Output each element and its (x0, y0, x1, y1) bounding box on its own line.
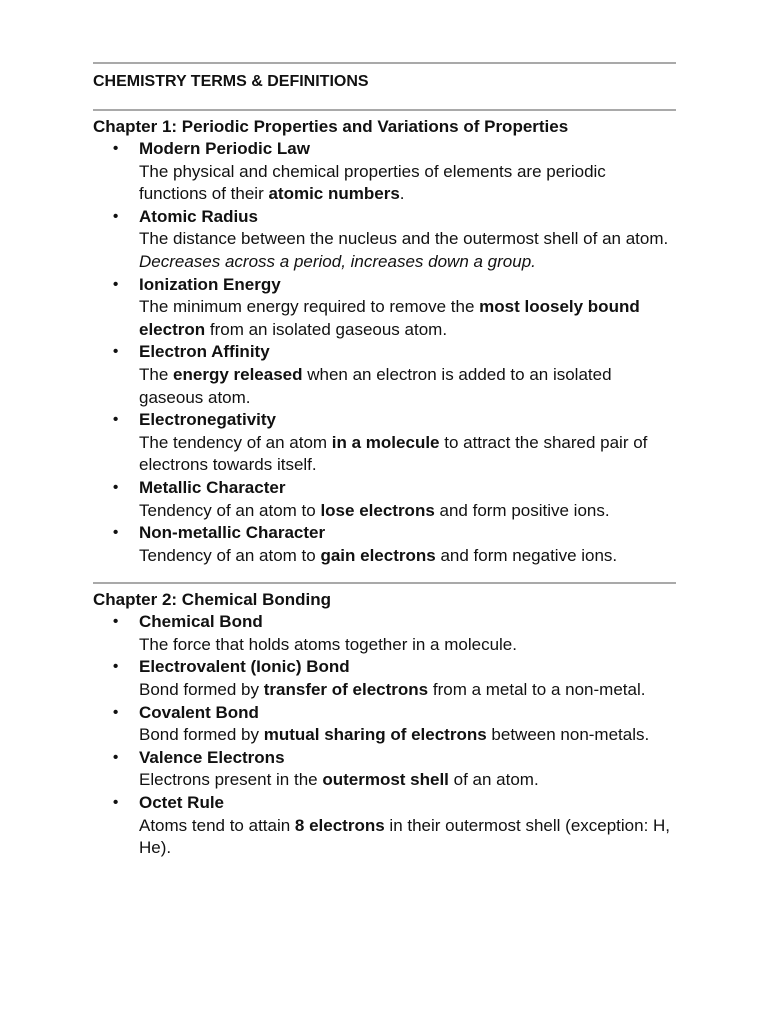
term-list (93, 138, 676, 567)
term-item (93, 747, 676, 792)
definition-emphasis: lose electrons (320, 500, 435, 520)
term-item (93, 341, 676, 409)
definition-emphasis: 8 electrons (294, 815, 385, 835)
term-name: Electronegativity (139, 410, 276, 430)
bullet-icon: • (113, 478, 119, 496)
document-title: CHEMISTRY TERMS & DEFINITIONS (93, 73, 369, 90)
chapter-divider (93, 582, 676, 584)
definition-text: The minimum energy required to remove the (139, 297, 480, 317)
term-definition (139, 815, 676, 860)
term-name: Atomic Radius (139, 206, 259, 226)
definition-text: when an electron is added to an isolated gaseous atom. (139, 364, 612, 407)
term-name: Chemical Bond (139, 612, 263, 632)
term-item (93, 522, 676, 567)
term-definition (139, 724, 676, 747)
term-definition (139, 769, 676, 792)
definition-emphasis: mutual sharing of electrons (263, 725, 487, 745)
bullet-icon: • (113, 748, 119, 766)
term-item (93, 274, 676, 342)
term-name: Ionization Energy (139, 274, 281, 294)
bullet-icon: • (113, 658, 119, 676)
definition-text: in their outermost shell (exception: H, He). (139, 815, 671, 858)
term-definition (139, 634, 676, 657)
bullet-icon: • (113, 613, 119, 631)
top-divider (93, 62, 676, 64)
term-definition (139, 161, 676, 206)
document-content (93, 62, 676, 875)
term-list (93, 611, 676, 860)
bullet-icon: • (113, 343, 119, 361)
term-note: Decreases across a period, increases down a group. (139, 251, 536, 271)
term-name: Non-metallic Character (139, 523, 326, 543)
term-item (93, 656, 676, 701)
term-definition (139, 432, 676, 477)
definition-text: Bond formed by (139, 725, 264, 745)
term-name: Modern Periodic Law (139, 139, 310, 158)
term-definition (139, 679, 676, 702)
bullet-icon: • (113, 794, 119, 812)
definition-text: The tendency of an atom (139, 432, 332, 452)
term-name: Covalent Bond (139, 702, 259, 722)
term-definition (139, 545, 676, 568)
term-definition (139, 364, 676, 409)
definition-text: between non-metals. (486, 725, 650, 745)
bullet-icon: • (113, 524, 119, 542)
definition-text: from an isolated gaseous atom. (205, 319, 448, 339)
bullet-icon: • (113, 140, 119, 157)
chapters-container (93, 109, 676, 860)
definition-text: to attract the shared pair of electrons towards itself. (139, 432, 648, 475)
term-item (93, 477, 676, 522)
term-item (93, 409, 676, 477)
term-definition (139, 228, 676, 251)
definition-text: Tendency of an atom to (139, 500, 321, 520)
definition-emphasis: outermost shell (322, 770, 449, 790)
chapter-heading: Chapter 1: Periodic Properties and Variations of Properties (93, 117, 569, 136)
bullet-icon: • (113, 207, 119, 225)
definition-text: Atoms tend to attain (139, 815, 295, 835)
definition-text: The physical and chemical properties of elements are periodic functions of their (139, 161, 606, 204)
definition-text: Electrons present in the (139, 770, 323, 790)
definition-emphasis: gain electrons (320, 545, 436, 565)
definition-text: of an atom. (448, 770, 539, 790)
definition-emphasis: energy released (173, 364, 303, 384)
bullet-icon: • (113, 703, 119, 721)
definition-text: . (399, 184, 405, 204)
definition-emphasis: most loosely bound electron (139, 297, 640, 339)
term-name: Valence Electrons (139, 747, 285, 767)
definition-text: The force that holds atoms together in a molecule. (139, 634, 517, 654)
definition-emphasis: in a molecule (331, 432, 440, 452)
definition-text: and form negative ions. (435, 545, 618, 565)
definition-text: from a metal to a non-metal. (428, 680, 646, 700)
definition-text: The distance between the nucleus and the outermost shell of an atom. (139, 229, 669, 249)
term-definition (139, 296, 676, 341)
term-name: Octet Rule (139, 793, 225, 813)
definition-text: Tendency of an atom to (139, 545, 321, 565)
definition-text: The (139, 364, 174, 384)
definition-emphasis: atomic numbers (268, 184, 400, 204)
term-item (93, 792, 676, 860)
term-name: Metallic Character (139, 477, 286, 497)
definition-emphasis: transfer of electrons (263, 680, 429, 700)
chapter-heading: Chapter 2: Chemical Bonding (93, 590, 332, 610)
term-definition (139, 500, 676, 523)
term-name: Electron Affinity (139, 342, 270, 362)
term-item (93, 138, 676, 206)
term-item (93, 611, 676, 656)
term-name: Electrovalent (Ionic) Bond (139, 657, 350, 677)
bullet-icon: • (113, 275, 119, 293)
definition-text: Bond formed by (139, 680, 264, 700)
chapter-divider (93, 109, 676, 111)
bullet-icon: • (113, 411, 119, 429)
term-item (93, 206, 676, 274)
term-item (93, 702, 676, 747)
definition-text: and form positive ions. (434, 500, 610, 520)
